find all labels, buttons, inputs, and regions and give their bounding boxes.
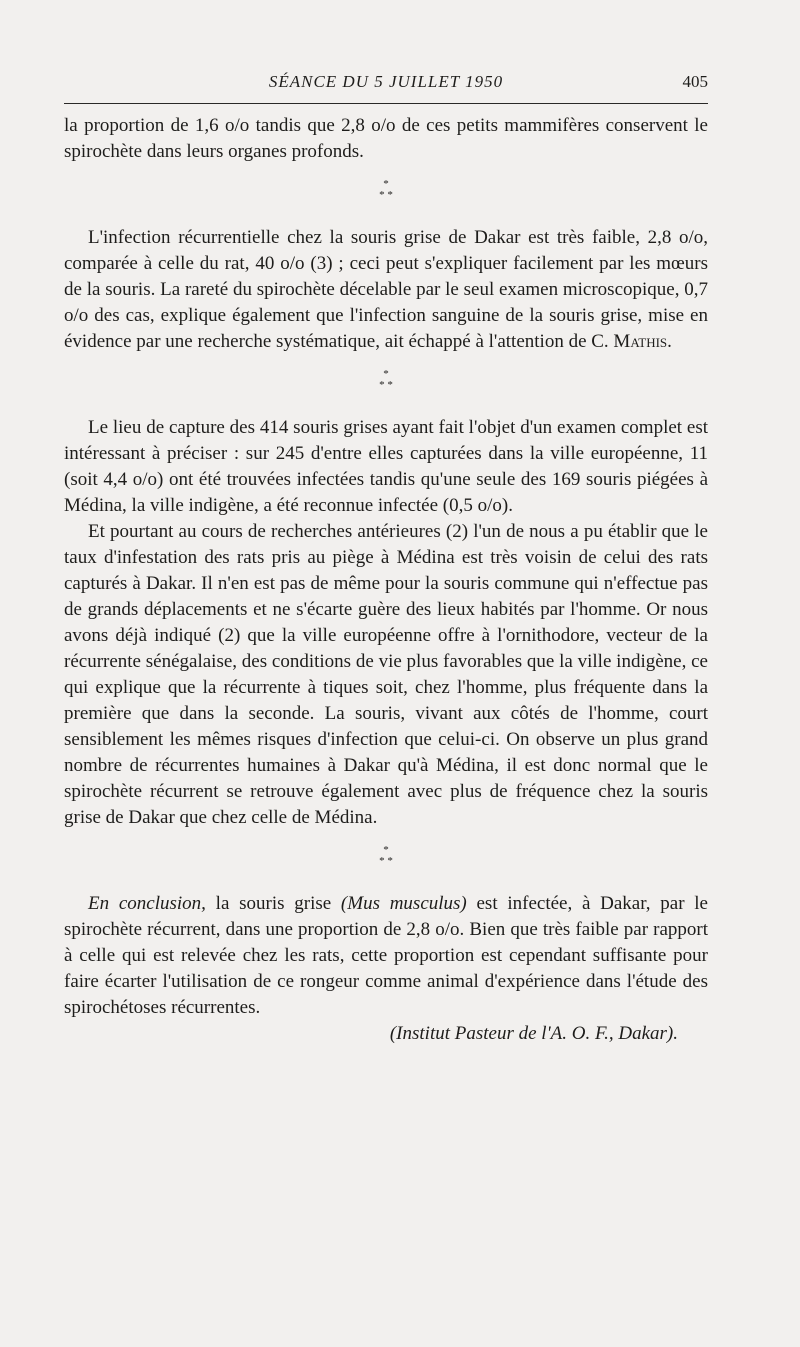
section-ornament-3 xyxy=(64,831,708,891)
ornament-star-bottom: * * xyxy=(379,379,393,391)
ornament-star-top: * xyxy=(383,368,389,380)
conclusion-text-b: est infectée, à Dakar, par le spirochète récurrent, dans une proportion de 2,8 o/o. Bien que très faible par rapport à celle qui est relevée chez les rats, cette proportion est cependant suffisante pour faire écarter l'utilisation de ce rongeur comme animal d'expérience dans l'étude des spirochétoses récurrentes. xyxy=(64,893,708,1018)
author-reference: C. Mathis xyxy=(591,331,668,352)
paragraph-infection-rate xyxy=(64,225,708,355)
institution-signature: (Institut Pasteur de l'A. O. F., Dakar). xyxy=(389,1023,678,1044)
species-name: (Mus musculus) xyxy=(340,893,467,914)
page-number: 405 xyxy=(682,72,708,91)
article-body xyxy=(64,113,708,1047)
paragraph-end-punct: . xyxy=(667,331,672,352)
paragraph-infection-rate-text: L'infection récurrentielle chez la souris grise de Dakar est très faible, 2,8 o/o, comparée à celle du rat, 40 o/o (3) ; ceci peut s'expliquer facilement par les mœurs de la souris. La rareté du spirochète décelable par le seul examen microscopique, 0,7 o/o des cas, explique également que l'infection sanguine de la souris grise, mise en évidence par une recherche systématique, ait échappé à l'attention de xyxy=(64,227,708,352)
running-head-title: SÉANCE DU 5 JUILLET 1950 xyxy=(268,72,504,91)
header-rule xyxy=(64,103,708,104)
running-head xyxy=(64,72,708,96)
paragraph-continuation: la proportion de 1,6 o/o tandis que 2,8 o/o de ces petits mammifères conservent le spirochète dans leurs organes profonds. xyxy=(64,115,708,162)
ornament-star-top: * xyxy=(383,178,389,190)
conclusion-lead: En conclusion, xyxy=(88,893,206,914)
conclusion-text-a: la souris grise xyxy=(205,893,341,914)
ornament-star-top: * xyxy=(383,844,389,856)
ornament-star-bottom: * * xyxy=(379,189,393,201)
paragraph-capture-location: Le lieu de capture des 414 souris grises ayant fait l'objet d'un examen complet est intéressant à préciser : sur 245 d'entre elles capturées dans la ville européenne, 11 (soit 4,4 o/o) ont été trouvées infectées tandis qu'une seule des 169 souris piégées à Médina, la ville indigène, a été reconnue infectée (0,5 o/o). xyxy=(64,417,708,516)
paragraph-previous-research: Et pourtant au cours de recherches antérieures (2) l'un de nous a pu établir que le taux d'infestation des rats pris au piège à Médina est très voisin de celui des rats capturés à Dakar. Il n'en est pas de même pour la souris commune qui n'effectue pas de grands déplacements et ne s'écarte guère des lieux habités par l'homme. Or nous avons déjà indiqué (2) que la ville européenne offre à l'ornithodore, vecteur de la récurrente sénégalaise, des conditions de vie plus favorables que la ville indigène, ce qui explique que la récurrente à tiques soit, chez l'homme, plus fréquente dans la première que dans la seconde. La souris, vivant aux côtés de l'homme, court sensiblement les mêmes risques d'infection que celui-ci. On observe un plus grand nombre de récurrentes humaines à Dakar qu'à Médina, il est donc normal que le spirochète récurrent se retrouve également avec plus de fréquence chez la souris grise de Dakar que chez celle de Médina. xyxy=(64,521,708,828)
section-ornament-1 xyxy=(64,165,708,225)
paragraph-conclusion xyxy=(64,891,708,1021)
ornament-star-bottom: * * xyxy=(379,855,393,867)
section-ornament-2 xyxy=(64,355,708,415)
